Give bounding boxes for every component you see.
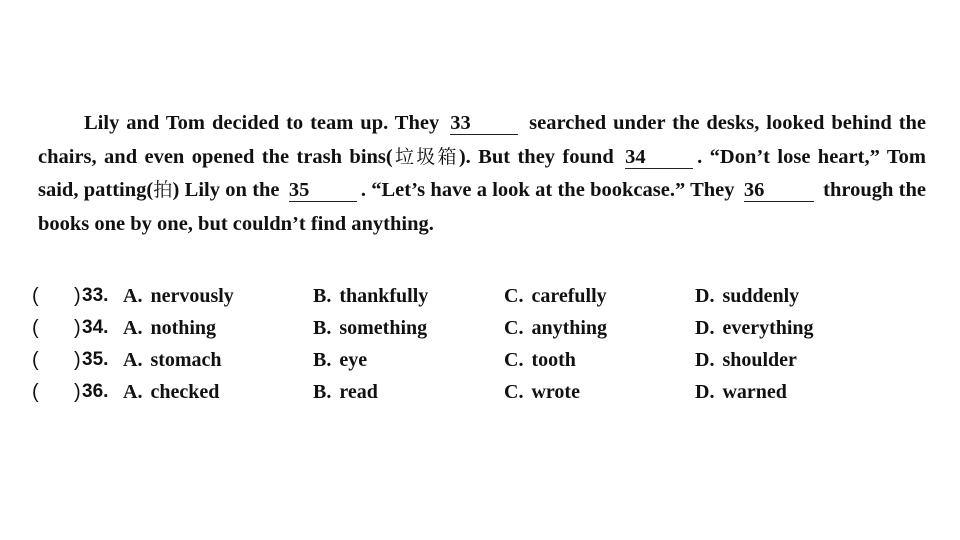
option-letter: B. <box>313 285 332 307</box>
option-letter: C. <box>504 381 524 403</box>
blank-33: 33 <box>450 113 518 135</box>
question-number: 34. <box>82 317 109 338</box>
option-letter: D. <box>695 285 715 307</box>
answer-paren-open: ( <box>32 381 39 403</box>
option-letter: A. <box>123 317 143 339</box>
option-a <box>123 312 216 344</box>
option-text: nervously <box>150 285 234 307</box>
option-letter: A. <box>123 285 143 307</box>
option-letter: D. <box>695 381 715 403</box>
passage-text: . “Don’t lose heart,” Tom said, patting( <box>38 145 926 201</box>
option-a <box>123 376 219 408</box>
question-number: 33. <box>82 285 109 306</box>
option-d <box>695 376 787 408</box>
option-d <box>695 280 799 312</box>
answer-paren-close: ) <box>74 285 81 307</box>
option-text: thankfully <box>339 285 429 307</box>
cloze-passage <box>38 107 926 241</box>
passage-text: ). But they found <box>458 145 614 168</box>
option-text: checked <box>150 381 220 403</box>
answer-paren-open: ( <box>32 285 39 307</box>
option-text: tooth <box>531 349 576 371</box>
question-number: 35. <box>82 349 109 370</box>
option-c <box>504 312 607 344</box>
chinese-gloss: 垃圾箱 <box>392 145 459 168</box>
option-text: read <box>339 381 378 403</box>
option-b <box>313 280 428 312</box>
option-letter: B. <box>313 317 332 339</box>
question-number: 36. <box>82 381 109 402</box>
answer-paren-close: ) <box>74 349 81 371</box>
option-text: stomach <box>150 349 222 371</box>
answer-paren-close: ) <box>74 317 81 339</box>
option-text: something <box>339 317 428 339</box>
blank-34: 34 <box>625 147 693 169</box>
option-b <box>313 376 378 408</box>
option-c <box>504 344 576 376</box>
option-d <box>695 312 814 344</box>
option-text: carefully <box>531 285 607 307</box>
option-letter: B. <box>313 349 332 371</box>
option-b <box>313 344 367 376</box>
option-letter: A. <box>123 381 143 403</box>
option-text: anything <box>531 317 608 339</box>
passage-text: . “Let’s have a look at the bookcase.” They <box>360 179 735 201</box>
passage-text: searched under the desks, looked behind the chairs, and even opened the trash bins( <box>38 112 927 168</box>
question-row-33 <box>30 280 930 312</box>
option-text: warned <box>722 381 787 403</box>
passage-text: through the books one by one, but couldn’t find anything. <box>38 179 927 235</box>
option-text: everything <box>722 317 814 339</box>
question-list <box>30 280 930 408</box>
option-text: nothing <box>150 317 217 339</box>
answer-paren-open: ( <box>32 349 39 371</box>
question-row-35 <box>30 344 930 376</box>
answer-paren-close: ) <box>74 381 81 403</box>
option-text: shoulder <box>722 349 797 371</box>
chinese-gloss: 拍 <box>153 179 173 201</box>
option-text: suddenly <box>722 285 800 307</box>
option-c <box>504 376 580 408</box>
option-a <box>123 344 222 376</box>
passage-text: ) Lily on the <box>172 179 280 201</box>
option-letter: D. <box>695 349 715 371</box>
answer-paren-open: ( <box>32 317 39 339</box>
option-letter: C. <box>504 349 524 371</box>
option-letter: A. <box>123 349 143 371</box>
option-d <box>695 344 797 376</box>
option-letter: C. <box>504 317 524 339</box>
option-text: wrote <box>531 381 580 403</box>
option-letter: D. <box>695 317 715 339</box>
blank-35: 35 <box>289 180 357 202</box>
option-c <box>504 280 607 312</box>
option-letter: B. <box>313 381 332 403</box>
option-letter: C. <box>504 285 524 307</box>
option-a <box>123 280 234 312</box>
question-row-34 <box>30 312 930 344</box>
option-b <box>313 312 427 344</box>
blank-36: 36 <box>744 180 814 202</box>
question-row-36 <box>30 376 930 408</box>
passage-text: Lily and Tom decided to team up. They <box>84 112 440 134</box>
option-text: eye <box>339 349 368 371</box>
